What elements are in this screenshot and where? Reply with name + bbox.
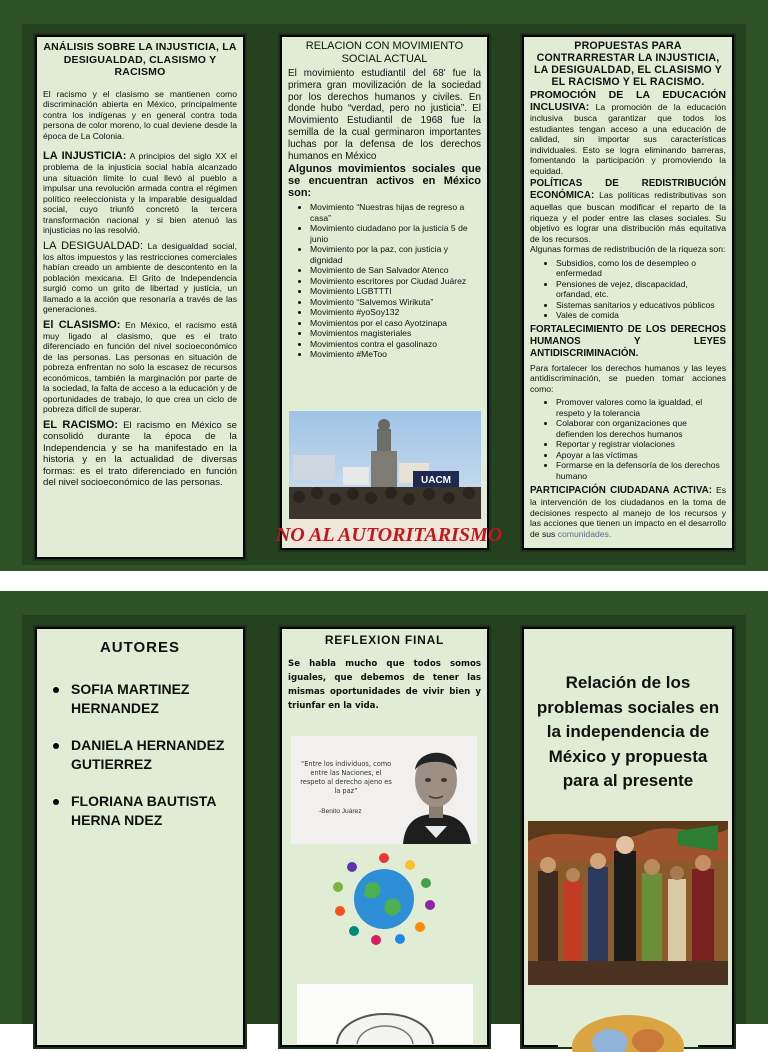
participation-text: Es la intervención de los ciudadanos en la toma de decisiones respecto al manejo de los recursos y las acciones que tienen un impacto en el desarrollo de sus <box>530 485 726 539</box>
movement-list-item: • Movimiento de San Salvador Atenco <box>310 265 481 276</box>
education-heading: PROMOCIÓN DE LA EDUCACIÓN INCLUSIVA: <box>530 89 726 113</box>
movement-list-item: • Movimientos contra el gasolinazo <box>310 339 481 350</box>
movement-list-item: • Movimiento ciudadano por la justicia 5 de junio <box>310 223 481 244</box>
independence-mural-illustration <box>528 821 728 985</box>
human-rights-list-item: • Reportar y registrar violaciones <box>556 439 726 450</box>
active-movements-heading: Algunos movimientos sociales que se encuentran activos en México son: <box>288 163 481 200</box>
panel-cover <box>522 627 734 1047</box>
communities-link[interactable]: comunidades. <box>557 528 612 539</box>
world-unity-image <box>318 849 450 947</box>
bullet-icon <box>53 799 59 805</box>
cover-bottom-illustration <box>558 997 698 1047</box>
movement-68-paragraph: El movimiento estudiantil del 68' fue la primera gran movilización de la sociedad por los derechos humanos y civiles. En donde hubo “verdad, pero no justicia”. El Movimiento Estudiantil de 1968 fue la semilla de la cual germinaron importantes luchas por la defensa de los derechos humanos en México <box>288 68 481 162</box>
independence-mural-image <box>528 821 728 985</box>
human-rights-list-item: • Colaborar con organizaciones que defienden los derechos humanos <box>556 418 726 439</box>
author-item <box>53 736 235 774</box>
racismo-paragraph <box>43 419 237 490</box>
reflection-text: Se habla mucho que todos somos iguales, que debemos de tener las mismas oportunidades de vivir bien y triunfar en la vida. <box>288 659 481 711</box>
movement-list-item: • Movimientos magisteriales <box>310 328 481 339</box>
panel-analysis <box>35 35 245 559</box>
panel-authors <box>35 627 245 1047</box>
clasismo-heading: El CLASISMO: <box>43 318 121 331</box>
juarez-portrait <box>395 736 477 844</box>
redistribution-paragraph <box>530 178 726 244</box>
panel-proposals <box>522 35 734 550</box>
protest-banner-text: NO AL AUTORITARISMO <box>275 524 503 546</box>
movement-list-item: • Movimiento “Salvemos Wirikuta” <box>310 297 481 308</box>
movement-list-item: • Movimiento LGBTTTI <box>310 286 481 297</box>
protest-photo-illustration <box>275 411 503 547</box>
bottom-illustration <box>297 984 473 1044</box>
movement-list-item: • Movimiento escritores por Ciudad Juárez <box>310 276 481 287</box>
clasismo-paragraph <box>43 319 237 415</box>
participation-paragraph <box>530 485 726 539</box>
children-around-globe-illustration <box>318 849 450 947</box>
human-rights-list <box>530 397 726 481</box>
human-rights-text: Para fortalecer los derechos humanos y las leyes antidiscriminación, se pueden tomar acciones como: <box>530 362 726 394</box>
human-rights-list-item: • Formarse en la defensoría de los derechos humano <box>556 460 726 481</box>
desigualdad-paragraph <box>43 240 237 315</box>
author-name: DANIELA HERNANDEZ GUTIERREZ <box>71 737 225 772</box>
authors-list <box>45 680 235 830</box>
bullet-icon <box>53 743 59 749</box>
redistribution-list <box>530 258 726 321</box>
education-paragraph <box>530 89 726 176</box>
uacm-sign: UACM <box>421 475 451 486</box>
redistribution-heading: POLÍTICAS DE REDISTRIBUCIÓN ECONÓMICA: <box>530 178 726 201</box>
human-rights-heading: FORTALECIMIENTO DE LOS DERECHOS HUMANOS Y LEYES ANTIDISCRIMINACIÓN. <box>530 323 726 359</box>
reflection-title: REFLEXION FINAL <box>324 633 445 647</box>
movements-list <box>288 202 481 360</box>
redistribution-text: Las políticas redistributivas son aquellas que buscan modificar el reparto de la riqueza y el poder entre las clases sociales. Su objetivo es lograr una distribución más equitativa de los recursos. <box>530 190 726 244</box>
human-rights-list-item: • Promover valores como la igualdad, el respeto y la tolerancia <box>556 397 726 418</box>
movement-list-item: • Movimientos por el caso Ayotzinapa <box>310 318 481 329</box>
author-name: FLORIANA BAUTISTA HERNA NDEZ <box>71 793 216 828</box>
panel-final-reflection <box>280 627 489 1047</box>
protest-photo <box>275 411 503 547</box>
human-rights-list-item: • Apoyar a las víctimas <box>556 450 726 461</box>
movement-list-item: • Movimiento “Nuestras hijas de regreso a casa” <box>310 202 481 223</box>
injusticia-paragraph <box>43 150 237 236</box>
authors-title: AUTORES <box>99 639 181 656</box>
movement-list-item: • Movimiento #MeToo <box>310 349 481 360</box>
benito-juarez-quote-image <box>291 736 477 844</box>
panel-social-movement <box>275 35 503 550</box>
cover-title: Relación de los problemas sociales en la independencia de México y propuesta para al presente <box>536 673 720 790</box>
racismo-heading: EL RACISMO: <box>43 418 118 431</box>
movement-list-item: • Movimiento #yoSoy132 <box>310 307 481 318</box>
redistribution-forms: Algunas formas de redistribución de la riqueza son: <box>530 244 726 254</box>
author-item <box>53 792 235 830</box>
proposals-title: PROPUESTAS PARA CONTRARRESTAR LA INJUSTICIA, LA DESIGUALDAD, EL CLASISMO Y EL RACISMO Y EL RACISMO. <box>533 40 723 88</box>
hand-drawn-illustration <box>297 984 473 1044</box>
injusticia-heading: LA INJUSTICIA: <box>43 150 127 162</box>
participation-heading: PARTICIPACIÓN CIUDADANA ACTIVA: <box>530 485 713 496</box>
juarez-quote-author: -Benito Juárez <box>319 808 362 815</box>
social-movement-title: RELACION CON MOVIMIENTO SOCIAL ACTUAL <box>305 40 464 65</box>
movement-list-item: • Movimiento por la paz, con justicia y dignidad <box>310 244 481 265</box>
desigualdad-heading: LA DESIGUALDAD: <box>43 239 143 252</box>
redistribution-list-item: • Subsidios, como los de desempleo o enfermedad <box>556 258 726 279</box>
analysis-intro: El racismo y el clasismo se mantienen como discriminación abierta en México, principalmente contra los indígenas y en general contra toda persona de color moreno, lo cual deviene desde la época de La Colonia. <box>43 88 237 141</box>
bullet-icon <box>53 687 59 693</box>
author-item <box>53 680 235 718</box>
analysis-title: ANÁLISIS SOBRE LA INJUSTICIA, LA DESIGUALDAD, CLASISMO Y RACISMO <box>43 41 237 78</box>
redistribution-list-item: • Sistemas sanitarios y educativos públicos <box>556 300 726 311</box>
redistribution-list-item: • Pensiones de vejez, discapacidad, orfandad, etc. <box>556 279 726 300</box>
author-name: SOFIA MARTINEZ HERNANDEZ <box>71 681 190 716</box>
racismo-text: El racismo en México se consolidó durante la época de la Independencia y se ha manifestado en la historia y en la actualidad de diversas formas: es el trato diferenciado en función del nivel socioeconómico de las personas. <box>43 419 237 489</box>
education-text: La promoción de la educación inclusiva busca garantizar que todos los estudiantes tengan acceso a una educación de calidad, sin importar sus características individuales. Esto se logra eliminando barreras, fomentando la participación y promoviendo la equidad. <box>530 102 726 176</box>
desigualdad-text: La desigualdad social, los altos impuestos y las restricciones comerciales habían creado un ambiente de descontento en la población mexicana. El Grito de Independencia surgió como un grito de libertad y justicia, un llamado a la acción que resonaría a través de las generaciones. <box>43 240 237 314</box>
bottom-cover-image <box>558 997 698 1047</box>
injusticia-text: A principios del siglo XX el problema de la injusticia social había alcanzado una situación límite lo cual llevó al pueblo a impulsar una revolución armada contra el régimen político reeleccionista y la imparable desigualdad social, cuyo triunfó concretó la tercera transformación nacional y si bien atenuó las injusticias no las resolvió. <box>43 151 237 235</box>
redistribution-list-item: • Vales de comida <box>556 310 726 321</box>
juarez-quote: “Entre los individuos, como entre las Naciones, el respeto al derecho ajeno es la paz” <box>300 760 392 795</box>
clasismo-text: En México, el racismo está muy ligado al clasismo, que es el trato diferenciado en función del nivel socioeconómico de las personas. Las personas en situación de pobreza enfrentan no solo la escasez de recursos económicos, también la marginación por parte de la sociedad, la falta de acceso a la educación y de oportunidades de trabajo, lo que crea un ciclo de pobreza difícil de superar. <box>43 319 237 414</box>
